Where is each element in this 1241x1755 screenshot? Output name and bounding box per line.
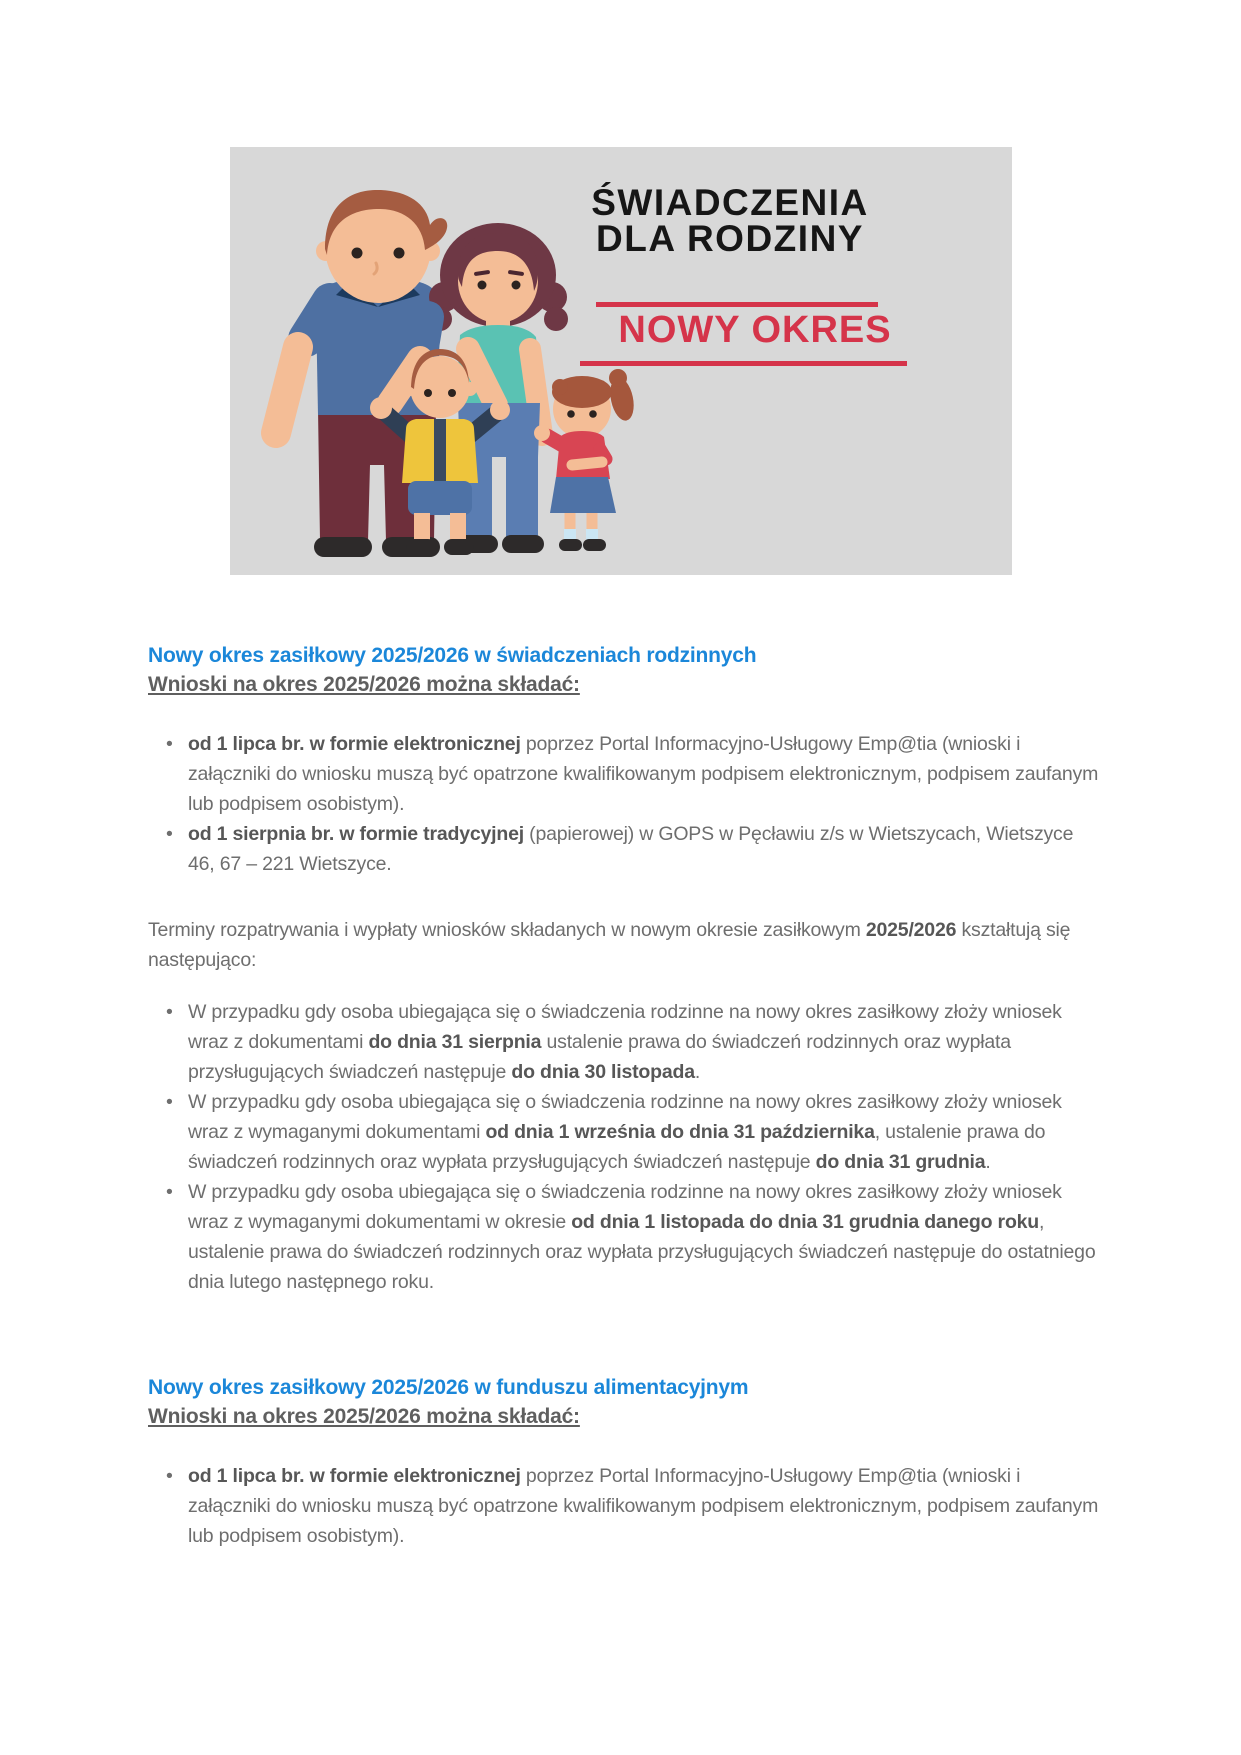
document-content (148, 641, 1100, 1551)
badge-rule-bottom (580, 361, 907, 366)
section1-subheading: Wnioski na okres 2025/2026 można składać: (148, 673, 580, 696)
father-hand (370, 397, 392, 419)
terms-list (148, 997, 1100, 1297)
hero-banner (230, 147, 1012, 575)
terms-intro-paragraph: Terminy rozpatrywania i wypłaty wniosków składanych w nowym okresie zasiłkowym 2025/2026 kształtują się następująco: (148, 919, 1071, 971)
submission-list-1 (148, 729, 1100, 879)
submission-list-2 (148, 1461, 1100, 1551)
list-item: • od 1 sierpnia br. w formie tradycyjnej (papierowej) w GOPS w Pęcławiu z/s w Wietszycach, Wietszyce 46, 67 – 221 Wietszyce. (148, 819, 1100, 879)
section1-heading: Nowy okres zasiłkowy 2025/2026 w świadczeniach rodzinnych (148, 644, 757, 667)
hero-badge: NOWY OKRES (618, 309, 892, 351)
girl-figure (534, 369, 637, 551)
list-item: • od 1 lipca br. w formie elektronicznej poprzez Portal Informacyjno-Usługowy Emp@tia (wnioski i załączniki do wniosku muszą być opatrzone kwalifikowanym podpisem elektronicznym, podpisem zaufanym lub podpisem osobistym). (148, 729, 1100, 819)
list-item: • W przypadku gdy osoba ubiegająca się o świadczenia rodzinne na nowy okres zasiłkowy złoży wniosek wraz z wymaganymi dokumentami w okresie od dnia 1 listopada do dnia 31 grudnia danego roku, ustalenie prawa do świadczeń rodzinnych oraz wypłata przysługujących świadczeń następuje do ostatniego dnia lutego następnego roku. (148, 1177, 1100, 1297)
badge-rule-top (596, 302, 878, 307)
section2-heading: Nowy okres zasiłkowy 2025/2026 w funduszu alimentacyjnym (148, 1376, 749, 1399)
list-item: • W przypadku gdy osoba ubiegająca się o świadczenia rodzinne na nowy okres zasiłkowy złoży wniosek wraz z wymaganymi dokumentami od dnia 1 września do dnia 31 października, ustalenie prawa do świadczeń rodzinnych oraz wypłata przysługujących świadczeń następuje do dnia 31 grudnia. (148, 1087, 1100, 1177)
list-item: • W przypadku gdy osoba ubiegająca się o świadczenia rodzinne na nowy okres zasiłkowy złoży wniosek wraz z dokumentami do dnia 31 sierpnia ustalenie prawa do świadczeń rodzinnych oraz wypłata przysługujących świadczeń następuje do dnia 30 listopada. (148, 997, 1100, 1087)
hero-title-line2: DLA RODZINY (596, 218, 864, 259)
hero-title (530, 182, 930, 259)
list-item: • od 1 lipca br. w formie elektronicznej poprzez Portal Informacyjno-Usługowy Emp@tia (wnioski i załączniki do wniosku muszą być opatrzone kwalifikowanym podpisem elektronicznym, podpisem zaufanym lub podpisem osobistym). (148, 1461, 1100, 1551)
hero-title-line1: ŚWIADCZENIA (591, 182, 869, 223)
mother-hand (490, 400, 510, 420)
section2-subheading: Wnioski na okres 2025/2026 można składać: (148, 1405, 580, 1428)
